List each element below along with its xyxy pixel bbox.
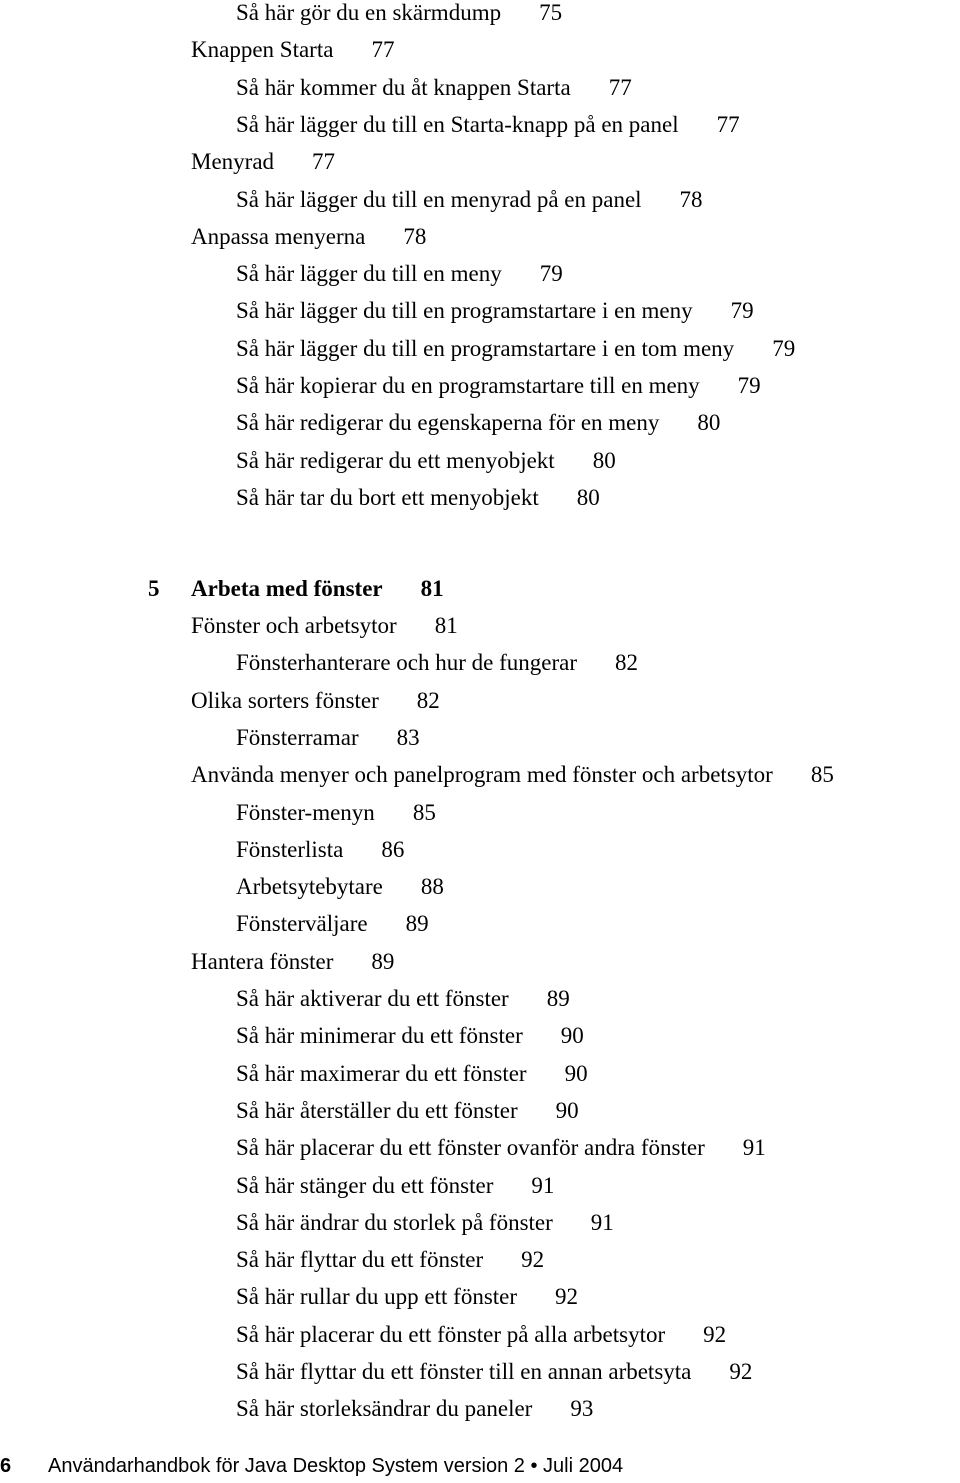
toc-entry-title: Så här placerar du ett fönster ovanför andra fönster [236,1135,705,1161]
toc-entry-page-number: 78 [679,186,703,212]
toc-entry[interactable] [236,1092,579,1129]
toc-entry[interactable] [191,756,834,793]
toc-entry[interactable] [236,831,404,868]
chapter-title: Arbeta med fönster [191,576,383,601]
toc-entry[interactable] [236,980,570,1017]
toc-entry-title: Så här redigerar du egenskaperna för en meny [236,410,660,436]
toc-entry-title: Olika sorters fönster [191,687,379,713]
toc-entry[interactable] [191,943,394,980]
footer-text: Användarhandbok för Java Desktop System version 2 • Juli 2004 [48,1455,624,1477]
toc-entry-title: Menyrad [191,149,275,175]
toc-entry[interactable] [236,1055,588,1092]
toc-entry-title: Fönsterväljare [236,911,368,937]
toc-entry[interactable] [236,1204,614,1241]
toc-entry[interactable] [191,218,426,255]
toc-entry[interactable] [236,367,761,404]
toc-entry[interactable] [191,143,335,180]
toc-entry-page-number: 89 [405,911,429,937]
toc-entry-page-number: 77 [608,74,632,100]
toc-entry-page-number: 91 [590,1209,614,1235]
toc-entry-page-number: 80 [592,447,616,473]
toc-entry[interactable] [236,1316,726,1353]
toc-entry[interactable] [236,1167,554,1204]
toc-entry[interactable] [236,1017,584,1054]
toc-entry-title: Så här rullar du upp ett fönster [236,1284,518,1310]
footer-page-number: 6 [0,1455,12,1477]
toc-entry-page-number: 92 [521,1247,545,1273]
toc-entry-page-number: 78 [403,223,427,249]
toc-entry[interactable] [236,1129,766,1166]
toc-entry-title: Fönster och arbetsytor [191,613,397,638]
toc-entry-title: Så här maximerar du ett fönster [236,1060,527,1086]
toc-entry-title: Fönsterramar [236,724,359,750]
toc-entry[interactable] [236,181,703,218]
toc-entry-title: Så här lägger du till en menyrad på en panel [236,186,642,212]
toc-entry-page-number: 89 [371,948,395,974]
toc-entry-title: Så här lägger du till en Starta-knapp på en panel [236,111,679,137]
toc-entry-title: Så här lägger du till en programstartare i en meny [236,298,693,324]
toc-entry-page-number: 77 [716,111,740,137]
toc-entry-title: Använda menyer och panelprogram med fönster och arbetsytor [191,762,773,788]
toc-entry-page-number: 90 [560,1023,584,1049]
toc-entry-page-number: 80 [576,484,600,510]
toc-entry[interactable] [236,255,563,292]
toc-entry-title: Fönster-menyn [236,799,375,825]
toc-entry-page-number: 85 [810,762,834,788]
chapter-number: 5 [148,576,160,601]
toc-entry-title: Så här tar du bort ett menyobjekt [236,484,539,510]
toc-entry-page-number: 81 [434,613,458,638]
toc-entry-page-number: 85 [412,799,436,825]
toc-entry-page-number: 75 [539,0,563,25]
chapter-heading[interactable] [148,570,444,607]
toc-entry-title: Fönsterlista [236,836,344,862]
toc-entry-page-number: 79 [772,335,796,361]
toc-entry[interactable] [236,794,436,831]
toc-entry-title: Så här gör du en skärmdump [236,0,502,25]
toc-entry[interactable] [236,404,720,441]
toc-entry-title: Hantera fönster [191,948,334,974]
toc-entry-title: Så här flyttar du ett fönster [236,1247,484,1273]
toc-entry-title: Så här flyttar du ett fönster till en annan arbetsyta [236,1359,692,1384]
toc-entry[interactable] [191,31,394,68]
toc-entry[interactable] [236,1278,578,1315]
toc-entry[interactable] [236,69,632,106]
toc-entry-page-number: 80 [697,410,721,436]
toc-entry-page-number: 79 [737,373,761,398]
toc-entry-page-number: 92 [729,1359,753,1384]
toc-entry[interactable] [236,1353,752,1390]
toc-entry-page-number: 79 [539,261,563,287]
toc-entry-title: Så här placerar du ett fönster på alla arbetsytor [236,1321,666,1347]
toc-entry[interactable] [236,1241,544,1278]
toc-entry-page-number: 77 [312,149,336,175]
toc-entry-page-number: 86 [381,836,405,862]
toc-entry-page-number: 77 [371,37,395,63]
toc-entry-title: Så här lägger du till en meny [236,261,502,287]
toc-entry[interactable] [236,292,754,329]
toc-entry[interactable] [236,905,429,942]
toc-entry-title: Så här återställer du ett fönster [236,1097,518,1123]
toc-entry-title: Anpassa menyerna [191,223,366,249]
toc-entry[interactable] [236,330,795,367]
toc-entry-title: Så här kopierar du en programstartare till en meny [236,373,700,398]
toc-entry-page-number: 90 [555,1097,579,1123]
chapter-page-number: 81 [420,576,444,601]
toc-entry[interactable] [191,607,458,644]
toc-entry-page-number: 92 [555,1284,579,1310]
toc-entry-title: Så här aktiverar du ett fönster [236,986,509,1011]
toc-entry-title: Så här ändrar du storlek på fönster [236,1209,553,1235]
toc-entry[interactable] [236,106,740,143]
toc-entry-page-number: 88 [420,874,444,900]
toc-entry-title: Så här minimerar du ett fönster [236,1023,523,1049]
toc-entry-title: Så här lägger du till en programstartare i en tom meny [236,335,735,361]
toc-entry-page-number: 93 [570,1396,594,1422]
toc-entry[interactable] [236,1390,593,1427]
toc-entry-title: Så här kommer du åt knappen Starta [236,74,571,100]
toc-entry[interactable] [236,644,638,681]
toc-entry[interactable] [236,442,616,479]
toc-entry-title: Arbetsytebytare [236,874,383,900]
toc-entry-page-number: 82 [615,650,639,676]
toc-entry-page-number: 91 [742,1135,766,1161]
toc-entry-title: Fönsterhanterare och hur de fungerar [236,650,578,676]
toc-entry[interactable] [236,719,420,756]
toc-entry-page-number: 92 [703,1321,727,1347]
toc-entry-title: Knappen Starta [191,37,334,63]
toc-entry-page-number: 91 [531,1172,555,1198]
toc-entry[interactable] [236,868,444,905]
toc-entry-title: Så här stänger du ett fönster [236,1172,494,1198]
toc-entry-title: Så här storleksändrar du paneler [236,1396,533,1422]
page-footer [0,1452,623,1480]
toc-entry-title: Så här redigerar du ett menyobjekt [236,447,555,473]
toc-entry[interactable] [236,479,600,516]
toc-entry-page-number: 82 [416,687,440,713]
toc-entry-page-number: 89 [546,986,570,1011]
toc-entry[interactable] [191,682,440,719]
toc-entry-page-number: 90 [564,1060,588,1086]
toc-entry[interactable] [236,0,562,31]
toc-entry-page-number: 79 [730,298,754,324]
toc-entry-page-number: 83 [396,724,420,750]
